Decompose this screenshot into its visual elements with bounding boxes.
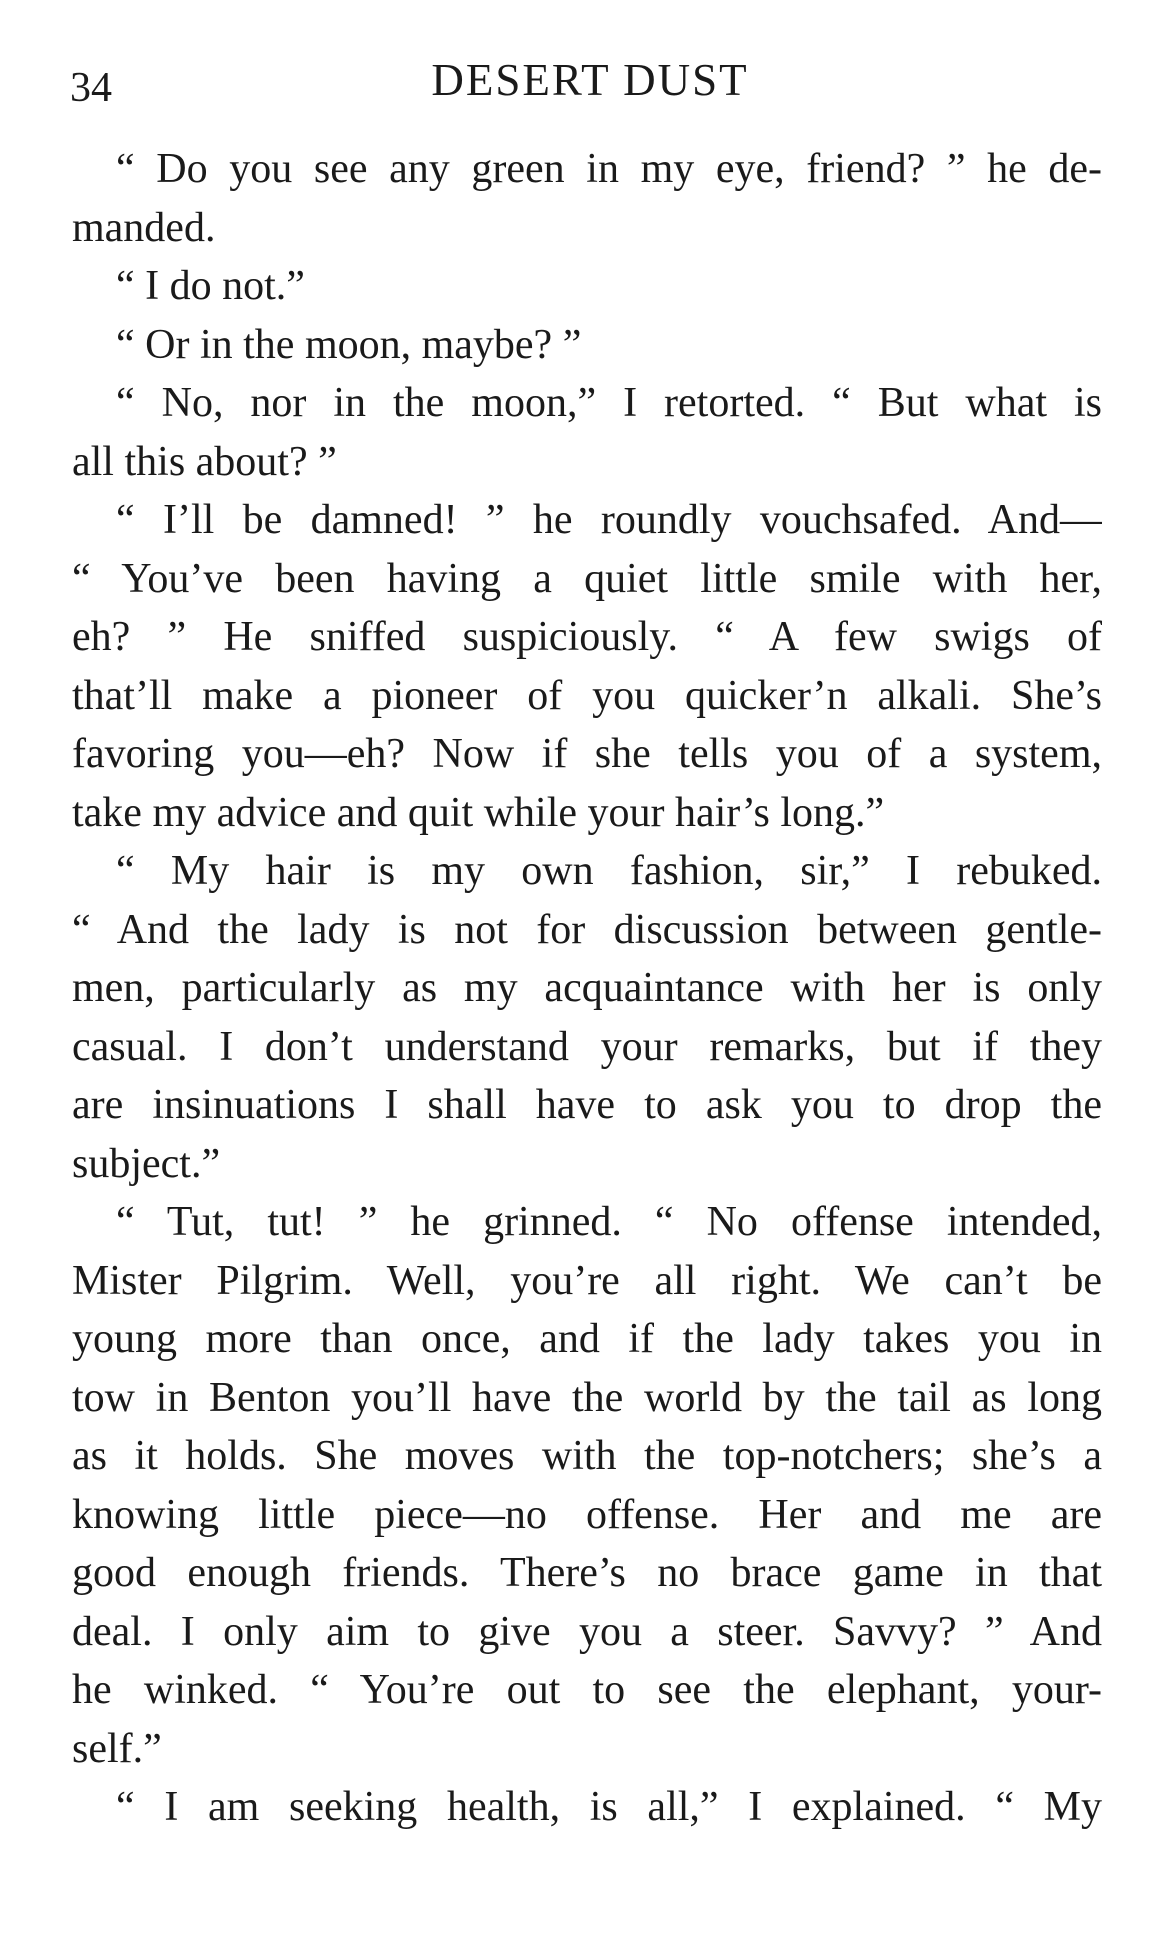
text-line: “ I’ll be damned! ” he roundly vouchsafed. And—	[116, 497, 1102, 543]
text-line: favoring you—eh? Now if she tells you of a system,	[72, 731, 1102, 777]
text-line: self.”	[72, 1725, 162, 1772]
text-line: “ Or in the moon, maybe? ”	[116, 321, 582, 368]
text-line: men, particularly as my acquaintance with her is only	[72, 965, 1102, 1011]
text-line: “ Tut, tut! ” he grinned. “ No offense intended,	[116, 1199, 1102, 1245]
text-line: Mister Pilgrim. Well, you’re all right. We can’t be	[72, 1257, 1102, 1304]
text-line: he winked. “ You’re out to see the elephant, your-	[72, 1667, 1102, 1713]
text-line: “ And the lady is not for discussion between gentle-	[72, 906, 1102, 953]
running-title: DESERT DUST	[431, 55, 749, 105]
text-line: “ I am seeking health, is all,” I explained. “ My	[116, 1784, 1102, 1830]
text-line: take my advice and quit while your hair’s long.”	[72, 789, 885, 836]
text-line: all this about? ”	[72, 438, 337, 485]
text-line: manded.	[72, 204, 216, 251]
body-text	[72, 140, 1102, 1837]
text-line: deal. I only aim to give you a steer. Savvy? ” And	[72, 1608, 1102, 1655]
text-line: “ I do not.”	[116, 263, 305, 309]
text-line: knowing little piece—no offense. Her and me are	[72, 1491, 1102, 1538]
text-line: “ My hair is my own fashion, sir,” I rebuked.	[116, 848, 1102, 894]
text-line: casual. I don’t understand your remarks, but if they	[72, 1023, 1102, 1070]
page-number: 34	[70, 65, 112, 111]
text-line: as it holds. She moves with the top-notchers; she’s a	[72, 1433, 1102, 1479]
text-line: young more than once, and if the lady takes you in	[72, 1316, 1102, 1362]
text-line: “ No, nor in the moon,” I retorted. “ But what is	[116, 380, 1102, 426]
text-line: eh? ” He sniffed suspiciously. “ A few swigs of	[72, 614, 1102, 660]
text-line: are insinuations I shall have to ask you to drop the	[72, 1082, 1102, 1128]
text-line: “ Do you see any green in my eye, friend? ” he de-	[116, 146, 1102, 192]
text-line: that’ll make a pioneer of you quicker’n alkali. She’s	[72, 672, 1102, 719]
text-line: tow in Benton you’ll have the world by the tail as long	[72, 1374, 1102, 1421]
text-line: subject.”	[72, 1140, 221, 1187]
text-line: “ You’ve been having a quiet little smile with her,	[72, 555, 1102, 602]
text-line: good enough friends. There’s no brace game in that	[72, 1550, 1102, 1596]
running-head	[70, 52, 1110, 112]
